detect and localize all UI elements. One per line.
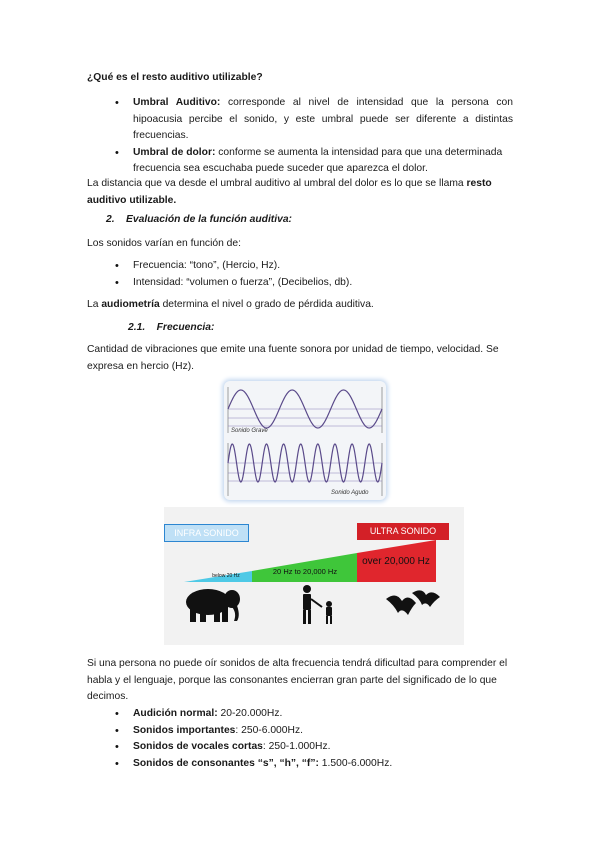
rango-term: Sonidos de vocales cortas xyxy=(133,741,263,752)
alta-frecuencia-paragraph: Si una persona no puede oír sonidos de alta frecuencia tendrá dificultad para comprender el habla y el lenguaje, porque las consonantes encierran gran parte del significado de lo que decimos. xyxy=(87,658,508,702)
waveform-image xyxy=(224,381,386,500)
section-title: Evaluación de la función auditiva: xyxy=(126,214,292,225)
question-heading xyxy=(87,70,263,87)
term-umbral-auditivo: Umbral Auditivo: xyxy=(133,97,221,108)
section-number: 2. xyxy=(106,214,115,225)
distancia-term: resto auditivo utilizable. xyxy=(87,178,492,206)
rangos-list xyxy=(115,706,495,772)
rango-value: : 250-1.000Hz. xyxy=(262,741,331,752)
rango-term: Sonidos importantes xyxy=(133,724,236,736)
audiometria-post: determina el nivel o grado de pérdida auditiva. xyxy=(159,299,374,310)
ultra-sonido-tag: ULTRA SONIDO xyxy=(357,523,449,540)
question-title: ¿Qué es el resto auditivo utilizable? xyxy=(87,72,263,83)
rango-value: 20-20.000Hz. xyxy=(217,708,283,719)
list-item xyxy=(115,723,495,740)
list-item: • Frecuencia: “tono”, (Hercio, Hz). xyxy=(115,258,475,275)
section-2-heading xyxy=(106,212,292,229)
elephant-icon xyxy=(186,589,240,622)
list-item xyxy=(115,706,495,723)
distancia-text: La distancia que va desde el umbral auditivo al umbral del dolor es lo que se llama xyxy=(87,178,467,189)
list-item xyxy=(115,739,495,756)
label-sonido-agudo: Sonido Agudo xyxy=(331,490,369,496)
def-umbral-auditivo: corresponde al nivel de intensidad que la persona con hipoacusia percibe el sonido, y este umbral puede ser diferente a distintas frecuencias. xyxy=(133,97,513,141)
over-20000hz-label: over 20,000 Hz xyxy=(362,556,430,567)
sonidos-intro: Los sonidos varían en función de: xyxy=(87,238,241,249)
below-20hz-label: below 20 Hz xyxy=(212,573,240,579)
frequency-spectrum-image xyxy=(164,507,464,645)
section-2-1-heading xyxy=(128,320,214,337)
sonidos-list xyxy=(115,258,475,291)
audiometria-term: audiometría xyxy=(101,299,160,310)
section-number: 2.1. xyxy=(128,322,146,333)
audiometria-pre: La xyxy=(87,299,102,310)
rango-term: Audición normal: xyxy=(133,708,218,719)
rango-value: 1.500-6.000Hz. xyxy=(318,757,393,769)
term-umbral-dolor: Umbral de dolor: xyxy=(133,146,216,158)
infra-sonido-tag: INFRA SONIDO xyxy=(164,524,249,542)
distancia-paragraph xyxy=(87,176,517,209)
rango-value: : 250-6.000Hz. xyxy=(235,724,303,736)
section-title: Frecuencia: xyxy=(156,322,215,333)
umbral-list xyxy=(115,95,513,178)
list-item xyxy=(115,95,513,145)
list-item xyxy=(115,145,513,178)
frecuencia-definition: Cantidad de vibraciones que emite una fuente sonora por unidad de tiempo, velocidad. Se expresa en hercio (Hz). xyxy=(87,344,499,372)
def-umbral-dolor: conforme se aumenta la intensidad para que una determinada frecuencia sea escuchaba puede suceder que aparezca el dolor. xyxy=(133,146,503,174)
list-item xyxy=(115,756,495,773)
list-item: • Intensidad: “volumen o fuerza”, (Decibelios, db). xyxy=(115,275,475,292)
label-sonido-grave: Sonido Grave xyxy=(231,428,268,434)
person-icon xyxy=(303,585,332,624)
audiometria-paragraph xyxy=(87,297,374,314)
bat-icon xyxy=(386,590,440,615)
rango-term: Sonidos de consonantes “s”, “h”, “f”: xyxy=(133,757,319,769)
waveform-svg xyxy=(224,381,386,500)
audible-range-label: 20 Hz to 20,000 Hz xyxy=(272,567,338,576)
